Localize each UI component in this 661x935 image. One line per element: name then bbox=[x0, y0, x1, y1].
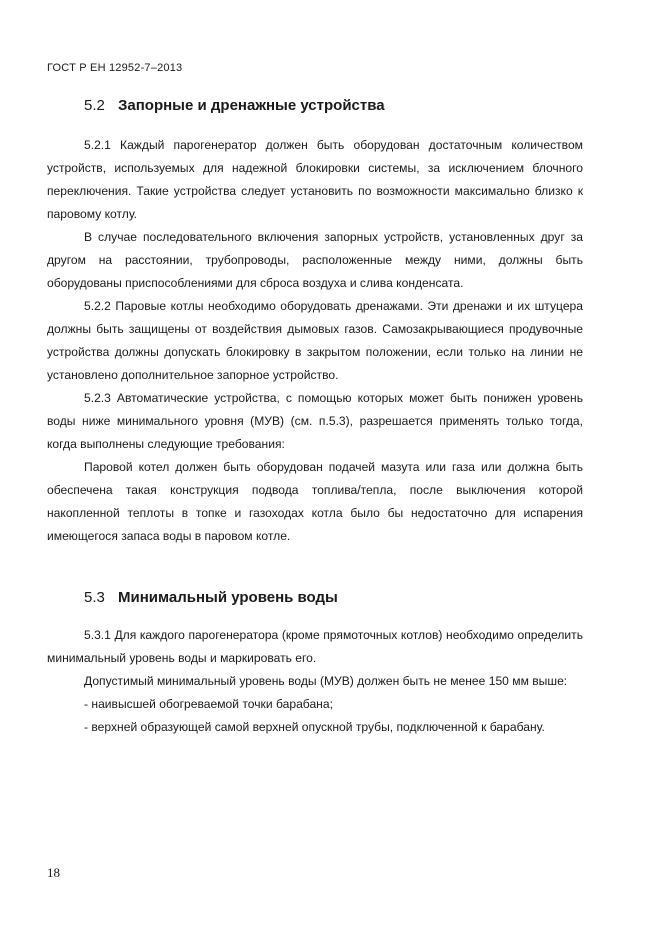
section-5-2-heading bbox=[84, 97, 385, 114]
paragraph-5-3-1: 5.3.1 Для каждого парогенератора (кроме прямоточных котлов) необходимо определить минимальный уровень воды и маркировать его. bbox=[47, 628, 583, 665]
paragraph-5-2-1: 5.2.1 Каждый парогенератор должен быть оборудован достаточным количеством устройств, используемых для надежной блокировки системы, за исключением блочного переключения. Такие устройства следует установить по возможности максимально близко к паровому котлу. bbox=[47, 138, 583, 221]
section-5-3-body bbox=[47, 624, 583, 739]
page-number: 18 bbox=[47, 865, 60, 880]
section-5-3-heading bbox=[84, 589, 338, 606]
paragraph-min-level: Допустимый минимальный уровень воды (МУВ) должен быть не менее 150 мм выше: bbox=[84, 674, 568, 688]
section-title: Запорные и дренажные устройства bbox=[118, 97, 385, 114]
section-number: 5.3 bbox=[84, 589, 105, 606]
section-number: 5.2 bbox=[84, 97, 105, 114]
list-item: - наивысшей обогреваемой точки барабана; bbox=[84, 697, 333, 711]
section-5-2-body bbox=[47, 134, 583, 548]
paragraph-sequential-valves: В случае последовательного включения запорных устройств, установленных друг за другом на расстоянии, трубопроводы, расположенные между ними, должны быть оборудованы приспособлениями для сброса воздуха и слива конденсата. bbox=[47, 230, 583, 290]
standard-code-header: ГОСТ Р ЕН 12952-7–2013 bbox=[47, 62, 183, 74]
section-title: Минимальный уровень воды bbox=[118, 589, 338, 606]
list-item: - верхней образующей самой верхней опускной трубы, подключенной к барабану. bbox=[84, 720, 545, 734]
paragraph-5-2-2: 5.2.2 Паровые котлы необходимо оборудовать дренажами. Эти дренажи и их штуцера должны быть защищены от воздействия дымовых газов. Самозакрывающиеся продувочные устройства должны допускать блокировку в закрытом положении, если только на линии не установлено дополнительное запорное устройство. bbox=[47, 299, 583, 382]
paragraph-5-2-3: 5.2.3 Автоматические устройства, с помощью которых может быть понижен уровень воды ниже минимального уровня (МУВ) (см. п.5.3), разрешается применять только тогда, когда выполнены следующие требования: bbox=[47, 391, 583, 451]
paragraph-fuel-supply: Паровой котел должен быть оборудован подачей мазута или газа или должна быть обеспечена такая конструкция подвода топлива/тепла, после выключения которой накопленной теплоты в топке и газоходах котла было бы недостаточно для испарения имеющегося запаса воды в паровом котле. bbox=[47, 460, 583, 543]
